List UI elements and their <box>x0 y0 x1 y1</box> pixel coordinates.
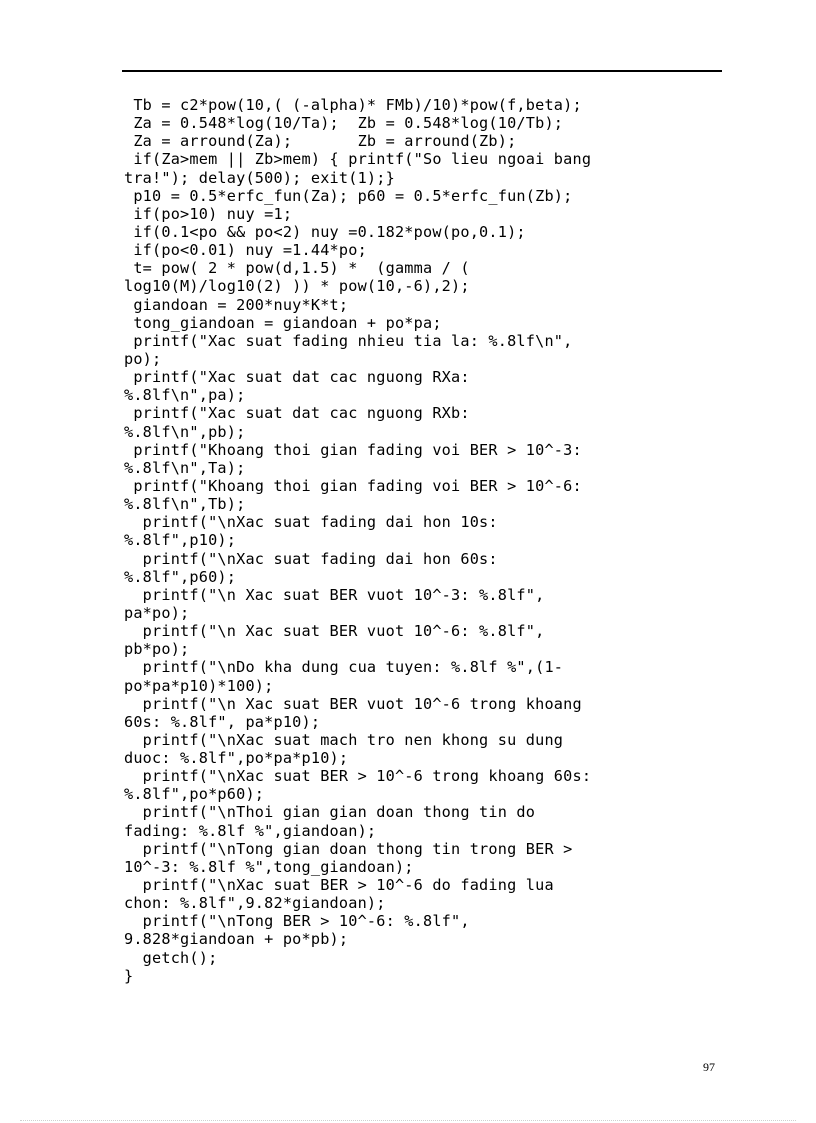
code-line: %.8lf\n",Ta); <box>124 458 246 477</box>
code-line: giandoan = 200*nuy*K*t; <box>124 295 349 314</box>
code-line: tong_giandoan = giandoan + po*pa; <box>124 313 442 332</box>
code-line: getch(); <box>124 948 218 967</box>
code-line: printf("Xac suat dat cac nguong RXa: <box>124 368 470 387</box>
code-line: log10(M)/log10(2) )) * pow(10,-6),2); <box>124 277 470 296</box>
page-number: 97 <box>703 1060 715 1074</box>
code-line: printf("\nThoi gian gian doan thong tin do <box>124 803 536 822</box>
code-line: Za = arround(Za); Zb = arround(Zb); <box>124 132 517 151</box>
code-line: %.8lf",p10); <box>124 531 237 550</box>
code-line: printf("\nXac suat fading dai hon 60s: <box>124 549 498 568</box>
code-line: if(Za>mem || Zb>mem) { printf("So lieu ngoai bang <box>124 150 592 169</box>
code-line: po); <box>124 349 162 368</box>
code-line: printf("\nTong BER > 10^-6: %.8lf", <box>124 912 470 931</box>
code-line: 60s: %.8lf", pa*p10); <box>124 712 321 731</box>
code-line: chon: %.8lf",9.82*giandoan); <box>124 894 386 913</box>
code-line: printf("\nXac suat mach tro nen khong su dung <box>124 730 564 749</box>
code-line: if(po<0.01) nuy =1.44*po; <box>124 241 367 260</box>
footer-dotted-rule <box>20 1120 796 1121</box>
code-line: printf("\n Xac suat BER vuot 10^-6: %.8lf", <box>124 622 545 641</box>
code-line: pa*po); <box>124 603 190 622</box>
code-line: %.8lf\n",Tb); <box>124 495 246 514</box>
code-line: pb*po); <box>124 640 190 659</box>
code-line: %.8lf",p60); <box>124 567 237 586</box>
code-line: %.8lf\n",pb); <box>124 422 246 441</box>
code-line: %.8lf\n",pa); <box>124 386 246 405</box>
code-line: t= pow( 2 * pow(d,1.5) * (gamma / ( <box>124 259 470 278</box>
code-line: if(0.1<po && po<2) nuy =0.182*pow(po,0.1); <box>124 222 526 241</box>
code-line: printf("\n Xac suat BER vuot 10^-6 trong khoang <box>124 694 582 713</box>
code-line: tra!"); delay(500); exit(1);} <box>124 168 395 187</box>
code-line: printf("Khoang thoi gian fading voi BER > 10^-6: <box>124 476 582 495</box>
code-line: printf("\nXac suat BER > 10^-6 trong khoang 60s: <box>124 767 592 786</box>
code-line: p10 = 0.5*erfc_fun(Za); p60 = 0.5*erfc_fun(Zb); <box>124 186 573 205</box>
code-line: printf("Xac suat fading nhieu tia la: %.8lf\n", <box>124 331 573 350</box>
code-line: printf("\nXac suat BER > 10^-6 do fading lua <box>124 876 554 895</box>
code-line: Za = 0.548*log(10/Ta); Zb = 0.548*log(10/Tb); <box>124 114 564 133</box>
code-line: Tb = c2*pow(10,( (-alpha)* FMb)/10)*pow(f,beta); <box>124 96 582 114</box>
code-line: printf("\nDo kha dung cua tuyen: %.8lf %",(1- <box>124 658 564 677</box>
code-line: %.8lf",po*p60); <box>124 785 265 804</box>
code-line: printf("\nTong gian doan thong tin trong BER > <box>124 839 573 858</box>
header-rule <box>122 70 722 72</box>
code-line: printf("\nXac suat fading dai hon 10s: <box>124 513 498 532</box>
code-line: po*pa*p10)*100); <box>124 676 274 695</box>
code-line: printf("Khoang thoi gian fading voi BER > 10^-3: <box>124 440 582 459</box>
code-line: printf("\n Xac suat BER vuot 10^-3: %.8lf", <box>124 585 545 604</box>
code-line: 10^-3: %.8lf %",tong_giandoan); <box>124 857 414 876</box>
code-line: printf("Xac suat dat cac nguong RXb: <box>124 404 470 423</box>
code-listing <box>124 96 724 985</box>
code-line: fading: %.8lf %",giandoan); <box>124 821 377 840</box>
code-line: } <box>124 966 134 985</box>
code-line: if(po>10) nuy =1; <box>124 204 293 223</box>
code-line: 9.828*giandoan + po*pb); <box>124 930 349 949</box>
code-line: duoc: %.8lf",po*pa*p10); <box>124 749 349 768</box>
